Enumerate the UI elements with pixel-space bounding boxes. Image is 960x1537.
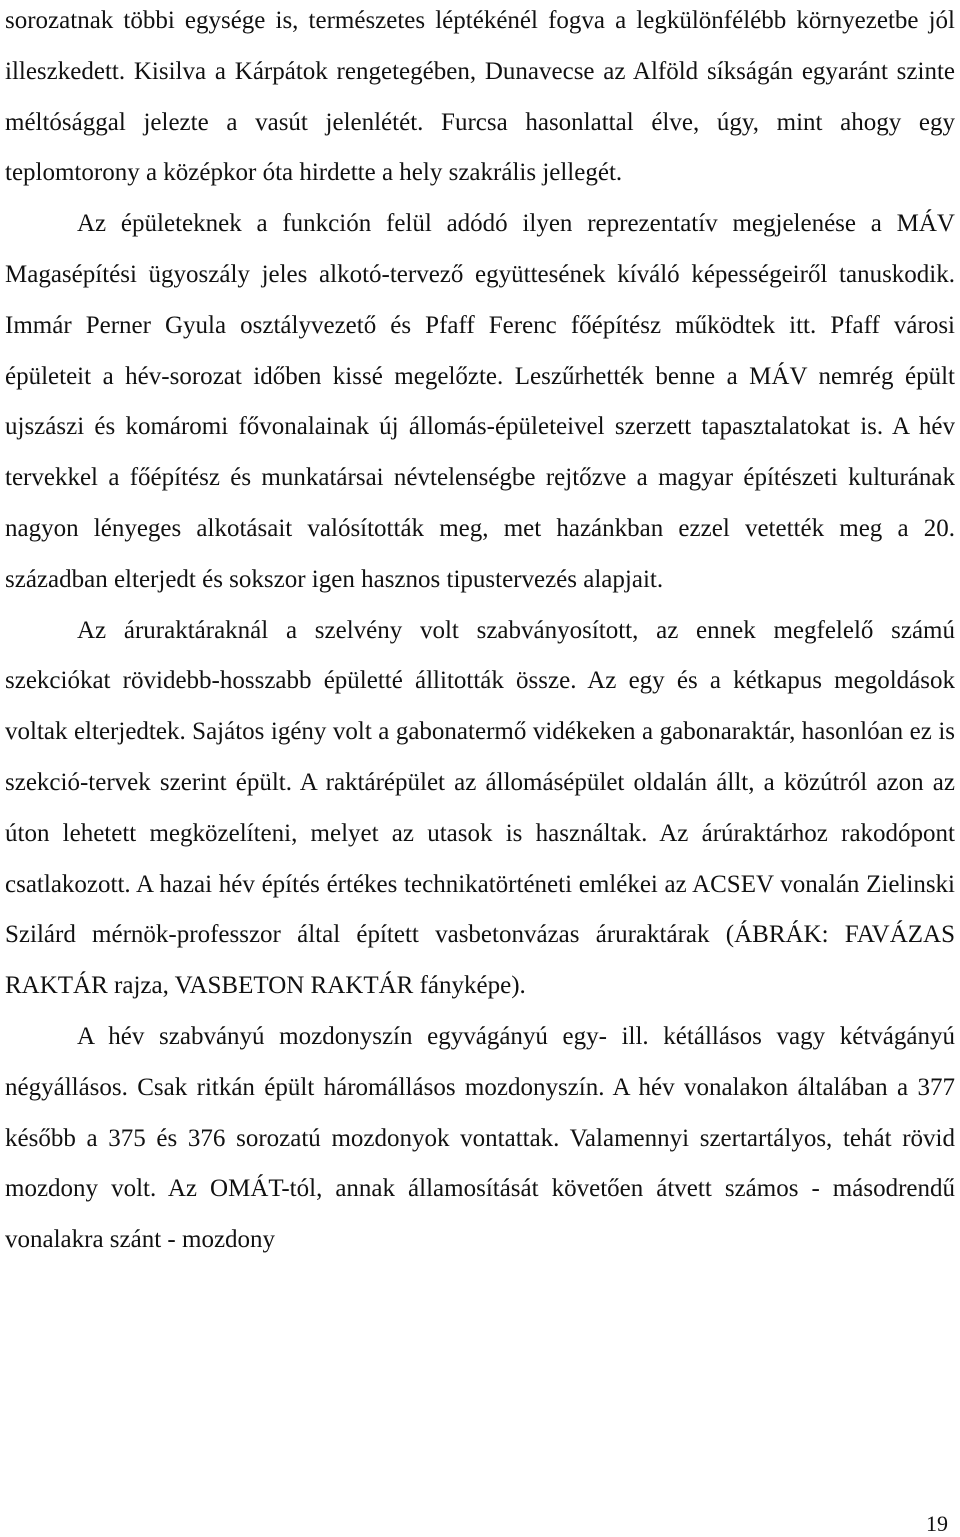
paragraph-continuation: sorozatnak többi egysége is, természetes léptékénél fogva a legkülönfélébb környezetbe jól illeszkedett. Kisilva a Kárpátok rengetegében, Dunavecse az Alföld síkságán egyaránt szinte méltósággal jelezte a vasút jelenlétét. Furcsa hasonlattal élve, úgy, mint ahogy egy teplomtorony a középkor óta hirdette a hely szakrális jellegét. bbox=[5, 7, 955, 187]
paragraph-locomotive-sheds: A hév szabványú mozdonyszín egyvágányú egy- ill. kétállásos vagy kétvágányú négyállásos. Csak ritkán épült háromállásos mozdonyszín. A hév vonalakon általában a 377 később a 375 és 376 sorozatú mozdonyok vontattak. Valamennyi szertartályos, tehát rövid mozdony volt. Az OMÁT-tól, annak államosítását követően átvett számos - másodrendű vonalakra szánt - mozdony bbox=[5, 1022, 955, 1254]
page-number: 19 bbox=[926, 1511, 948, 1536]
body-text bbox=[5, 0, 955, 1266]
paragraph-building-representation: Az épületeknek a funkción felül adódó ilyen reprezentatív megjelenése a MÁV Magasépítési ügyoszály jeles alkotó-tervező együttesének kíváló képességeiről tanuskodik. Immár Perner Gyula osztályvezető és Pfaff Ferenc főépítész működtek itt. Pfaff városi épületeit a hév-sorozat időben kissé megelőzte. Leszűrhették benne a MÁV nemrég épült ujszászi és komáromi fővonalainak új állomás-épületeivel szerzett tapasztalatokat is. A hév tervekkel a főépítész és munkatársai névtelenségbe rejtőzve a magyar építészeti kulturának nagyon lényeges alkotásait valósították meg, met hazánkban ezzel vetették meg a 20. században elterjedt és sokszor igen hasznos tipustervezés alapjait. bbox=[5, 210, 955, 593]
paragraph-warehouses: Az áruraktáraknál a szelvény volt szabványosított, az ennek megfelelő számú szekciókat rövidebb-hosszabb épületté állitották össze. Az egy és a kétkapus megoldások voltak elterjedtek. Sajátos igény volt a gabonatermő vidékeken a gabonaraktár, hasonlóan ez is szekció-tervek szerint épült. A raktárépület az állomásépület oldalán állt, a közútról azon az úton lehetett megközelíteni, melyet az utasok is használtak. Az árúraktárhoz rakodópont csatlakozott. A hazai hév építés értékes technikatörténeti emlékei az ACSEV vonalán Zielinski Szilárd mérnök-professzor által épített vasbetonvázas áruraktárak (ÁBRÁK: FAVÁZAS RAKTÁR rajza, VASBETON RAKTÁR fányképe). bbox=[5, 616, 955, 1000]
